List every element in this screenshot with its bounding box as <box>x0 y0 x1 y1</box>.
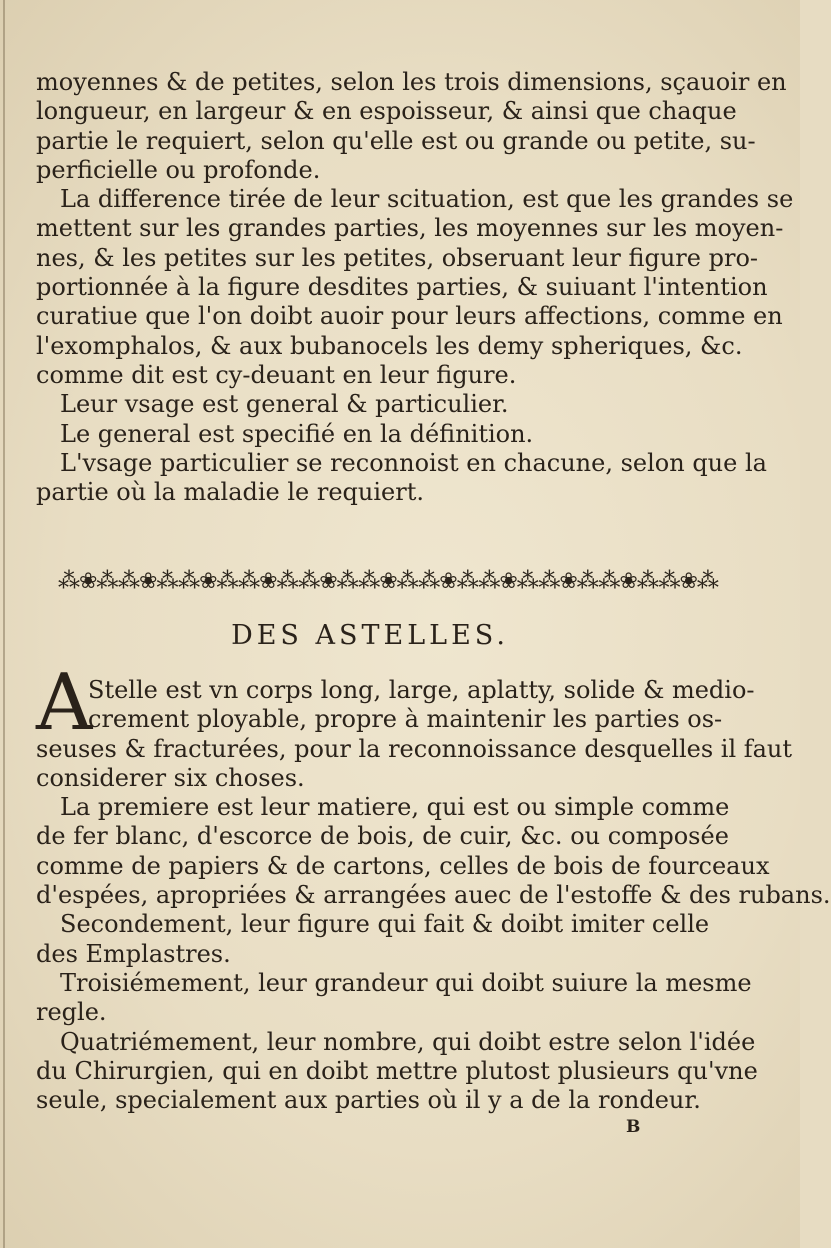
text-line: La difference tirée de leur scituation, est que les grandes se <box>60 185 794 214</box>
text-line: moyennes & de petites, selon les trois dimensions, sçauoir en <box>36 68 787 96</box>
text-line: Le general est specifié en la définition. <box>60 419 534 448</box>
text-line: de fer blanc, d'escorce de bois, de cuir, &c. ou composée <box>36 822 729 851</box>
text-line: crement ployable, propre à maintenir les parties os- <box>88 705 723 734</box>
text-line: Secondement, leur figure qui fait & doibt imiter celle <box>60 910 710 939</box>
text-line: mettent sur les grandes parties, les moyennes sur les moyen- <box>36 214 784 243</box>
ornament-motif: ⁂❀⁂ <box>298 568 358 594</box>
text-line: des Emplastres. <box>36 939 231 968</box>
text-line: curatiue que l'on doibt auoir pour leurs affections, comme en <box>36 302 783 331</box>
text-line: nes, & les petites sur les petites, obseruant leur figure pro- <box>36 243 759 272</box>
text-line: seuses & fracturées, pour la reconnoissance desquelles il faut <box>36 734 793 763</box>
body-paragraph-block <box>36 734 831 1116</box>
text-line: perficielle ou profonde. <box>36 155 321 184</box>
text-line: La premiere est leur matiere, qui est ou simple comme <box>60 793 730 822</box>
text-line: l'exomphalos, & aux bubanocels les demy spheriques, &c. <box>36 331 743 360</box>
text-line: d'espées, apropriées & arrangées auec de l'estoffe & des rubans. <box>36 881 831 910</box>
text-line: partie où la maladie le requiert. <box>36 478 424 507</box>
ornament-motif: ⁂❀⁂ <box>178 568 238 594</box>
text-line: portionnée à la figure desdites parties, & suiuant l'intention <box>36 273 768 302</box>
text-line: considerer six choses. <box>36 763 305 792</box>
ornament-motif: ⁂❀⁂ <box>118 568 178 594</box>
ornament-motif: ⁂❀⁂ <box>238 568 298 594</box>
text-line: Troisiémement, leur grandeur qui doibt suiure la mesme <box>60 968 752 997</box>
ornament-motif: ⁂❀⁂ <box>598 568 658 594</box>
text-line: regle. <box>36 998 107 1027</box>
text-line: comme dit est cy-deuant en leur figure. <box>36 360 517 389</box>
text-line: comme de papiers & de cartons, celles de bois de fourceaux <box>36 851 770 880</box>
top-paragraph-block <box>36 68 794 507</box>
ornament-motif: ⁂❀⁂ <box>538 568 598 594</box>
text-line: seule, specialement aux parties où il y a de la rondeur. <box>36 1086 701 1115</box>
text-line: partie le requiert, selon qu'elle est ou grande ou petite, su- <box>36 126 756 155</box>
section-heading: DES ASTELLES. <box>231 620 509 651</box>
text-line: Quatriémement, leur nombre, qui doibt estre selon l'idée <box>60 1027 756 1056</box>
ornament-motif: ⁂❀⁂ <box>478 568 538 594</box>
ornament-motif: ⁂❀⁂ <box>658 568 718 594</box>
ornament-motif: ⁂❀⁂ <box>358 568 418 594</box>
text-line: L'vsage particulier se reconnoist en chacune, selon que la <box>60 448 767 477</box>
signature-mark: B <box>626 1117 641 1137</box>
drop-cap-lines <box>88 676 755 735</box>
text-line: Stelle est vn corps long, large, aplatty, solide & medio- <box>88 676 755 704</box>
ornament-motif: ⁂❀⁂ <box>58 568 118 594</box>
ornament-motif: ⁂❀⁂ <box>418 568 478 594</box>
drop-cap: A <box>36 658 93 748</box>
text-line: du Chirurgien, qui en doibt mettre plutost plusieurs qu'vne <box>36 1056 758 1085</box>
text-line: Leur vsage est general & particulier. <box>60 390 509 419</box>
text-line: longueur, en largeur & en espoisseur, & ainsi que chaque <box>36 97 737 126</box>
decorative-ornament-band <box>58 566 718 596</box>
